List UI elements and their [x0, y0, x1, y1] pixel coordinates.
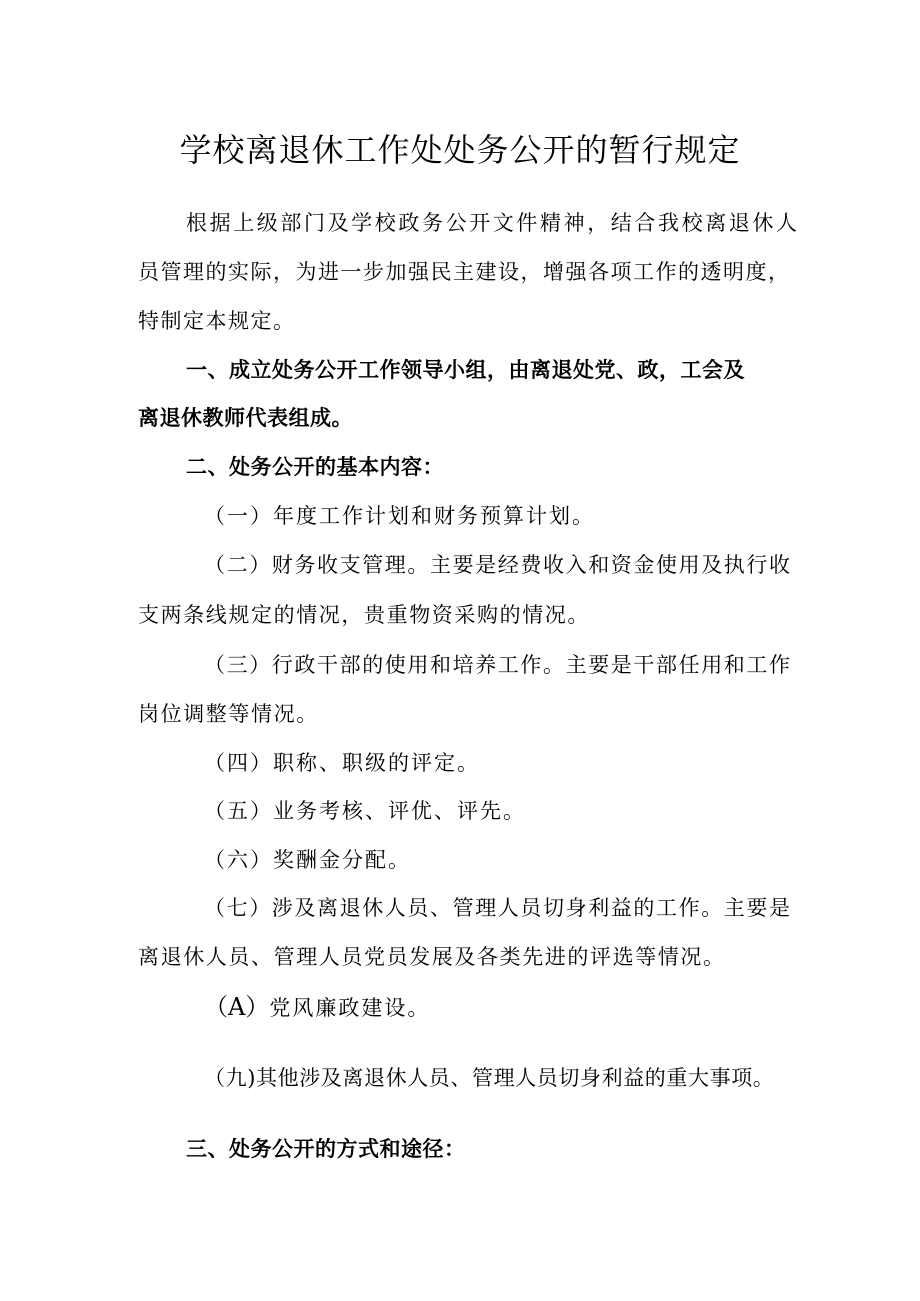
content-item-2-line-2: 支两条线规定的情况，贵重物资采购的情况。: [138, 603, 590, 627]
section-1-line-2: 离退休教师代表组成。: [138, 406, 353, 430]
section-2-heading: 二、处务公开的基本内容：: [186, 455, 444, 479]
section-1-line-1: 一、成立处务公开工作领导小组，由离退处党、政，工会及: [186, 358, 745, 382]
content-item-7-line-1: （七）涉及离退休人员、管理人员切身利益的工作。主要是: [204, 896, 792, 920]
content-item-2-line-1: （二）财务收支管理。主要是经费收入和资金使用及执行收: [204, 553, 792, 577]
intro-line-1: 根据上级部门及学校政务公开文件精神，结合我校离退休人: [186, 211, 800, 235]
content-item-4: （四）职称、职级的评定。: [204, 751, 480, 775]
content-item-1: （一）年度工作计划和财务预算计划。: [204, 504, 595, 528]
content-item-9: （九)其他涉及离退休人员、管理人员切身利益的重大事项。: [204, 1066, 775, 1090]
content-item-8-text: 党风廉政建设。: [269, 996, 431, 1020]
content-item-5: （五）业务考核、评优、评先。: [204, 799, 526, 823]
document-title: 学校离退休工作处处务公开的暂行规定: [179, 131, 741, 169]
content-item-3-line-2: 岗位调整等情况。: [138, 702, 319, 726]
content-item-8-number: （A）: [204, 993, 270, 1021]
intro-line-2: 员管理的实际，为进一步加强民主建设，增强各项工作的透明度，: [138, 260, 791, 284]
intro-line-3: 特制定本规定。: [138, 309, 296, 333]
content-item-6: （六）奖酬金分配。: [204, 848, 411, 872]
section-3-heading: 三、处务公开的方式和途径：: [186, 1137, 466, 1161]
content-item-8: [204, 992, 430, 1023]
content-item-3-line-1: （三）行政干部的使用和培养工作。主要是干部任用和工作: [204, 653, 792, 677]
content-item-7-line-2: 离退休人员、管理人员党员发展及各类先进的评选等情况。: [138, 945, 726, 969]
